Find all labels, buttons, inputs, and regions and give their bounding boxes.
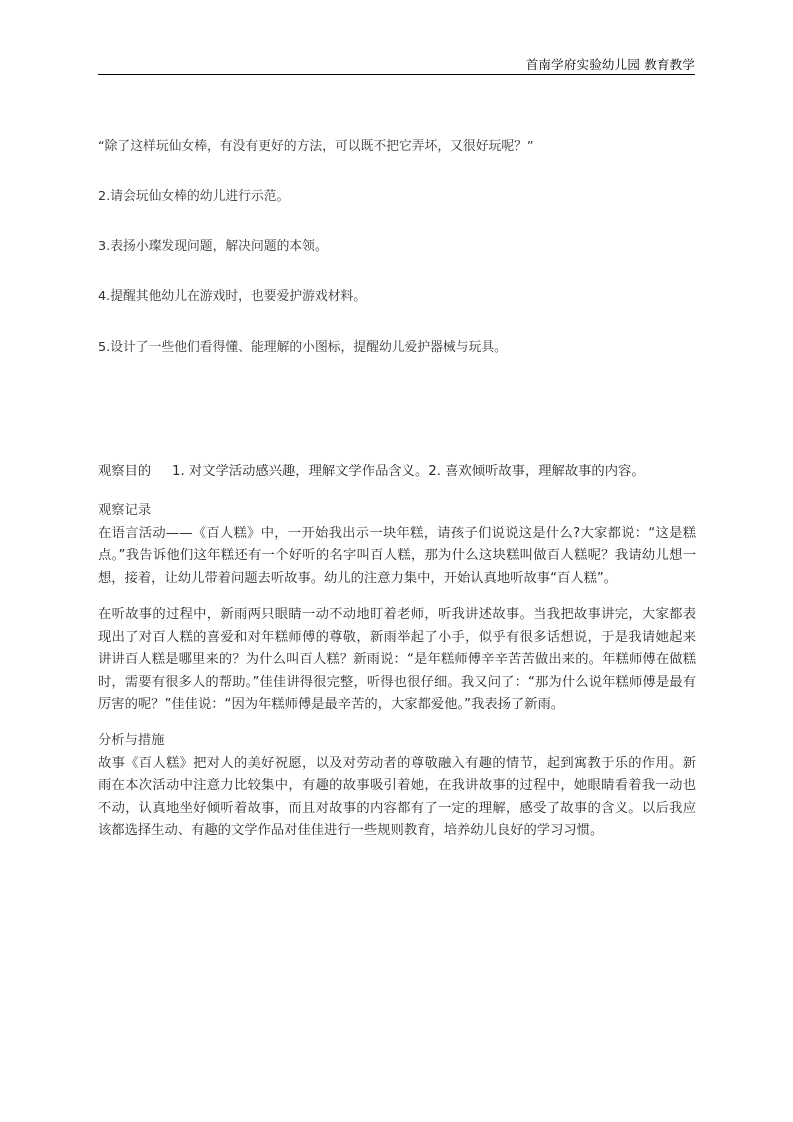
observation-record-paragraph-1: 在语言活动——《百人糕》中，一开始我出示一块年糕，请孩子们说说这是什么?大家都说：“这是糕点。”我告诉他们这年糕还有一个好听的名字叫百人糕，那为什么这块糕叫做百人糕呢？我请幼儿想一想，接着，让幼儿带着问题去听故事。幼儿的注意力集中，开始认真地听故事“百人糕”。 bbox=[98, 525, 696, 586]
step-2: 2.请会玩仙女棒的幼儿进行示范。 bbox=[98, 189, 290, 204]
analysis-paragraph: 故事《百人糕》把对人的美好祝愿，以及对劳动者的尊敬融入有趣的情节，起到寓教于乐的作用。新雨在本次活动中注意力比较集中，有趣的故事吸引着她，在我讲故事的过程中，她眼睛看着我一动也不动，认真地坐好倾听着故事，而且对故事的内容都有了一定的理解，感受了故事的含义。以后我应该都选择生动、有趣的文学作品对佳佳进行一些规则教育，培养幼儿良好的学习习惯。 bbox=[98, 755, 696, 838]
page-header bbox=[98, 58, 695, 75]
observation-purpose-content: 1. 对文学活动感兴趣，理解文学作品含义。2. 喜欢倾听故事，理解故事的内容。 bbox=[172, 464, 645, 479]
step-5: 5.设计了一些他们看得懂、能理解的小图标，提醒幼儿爱护器械与玩具。 bbox=[98, 340, 507, 355]
analysis-heading: 分析与措施 bbox=[98, 733, 165, 748]
observation-purpose-label: 观察目的 bbox=[98, 464, 152, 479]
observation-record-heading: 观察记录 bbox=[98, 503, 152, 518]
step-intro-question: “除了这样玩仙女棒，有没有更好的方法，可以既不把它弄坏，又很好玩呢？” bbox=[98, 139, 534, 154]
step-3: 3.表扬小璨发现问题，解决问题的本领。 bbox=[98, 239, 328, 254]
step-4: 4.提醒其他幼儿在游戏时，也要爱护游戏材料。 bbox=[98, 289, 367, 304]
observation-purpose bbox=[98, 462, 645, 482]
header-title: 首南学府实验幼儿园 教育教学 bbox=[525, 57, 695, 72]
observation-record-section bbox=[98, 500, 696, 590]
analysis-section bbox=[98, 730, 696, 843]
observation-record-paragraph-2: 在听故事的过程中，新雨两只眼睛一动不动地盯着老师，听我讲述故事。当我把故事讲完，大家都表现出了对百人糕的喜爱和对年糕师傅的尊敬，新雨举起了小手，似乎有很多话想说，于是我请她起来讲讲百人糕是哪里来的？为什么叫百人糕？新雨说：“是年糕师傅辛辛苦苦做出来的。年糕师傅在做糕时，需要有很多人的帮助。”佳佳讲得很完整，听得也很仔细。我又问了：“那为什么说年糕师傅是最有厉害的呢？”佳佳说：“因为年糕师傅是最辛苦的，大家都爱他。”我表扬了新雨。 bbox=[98, 607, 696, 712]
